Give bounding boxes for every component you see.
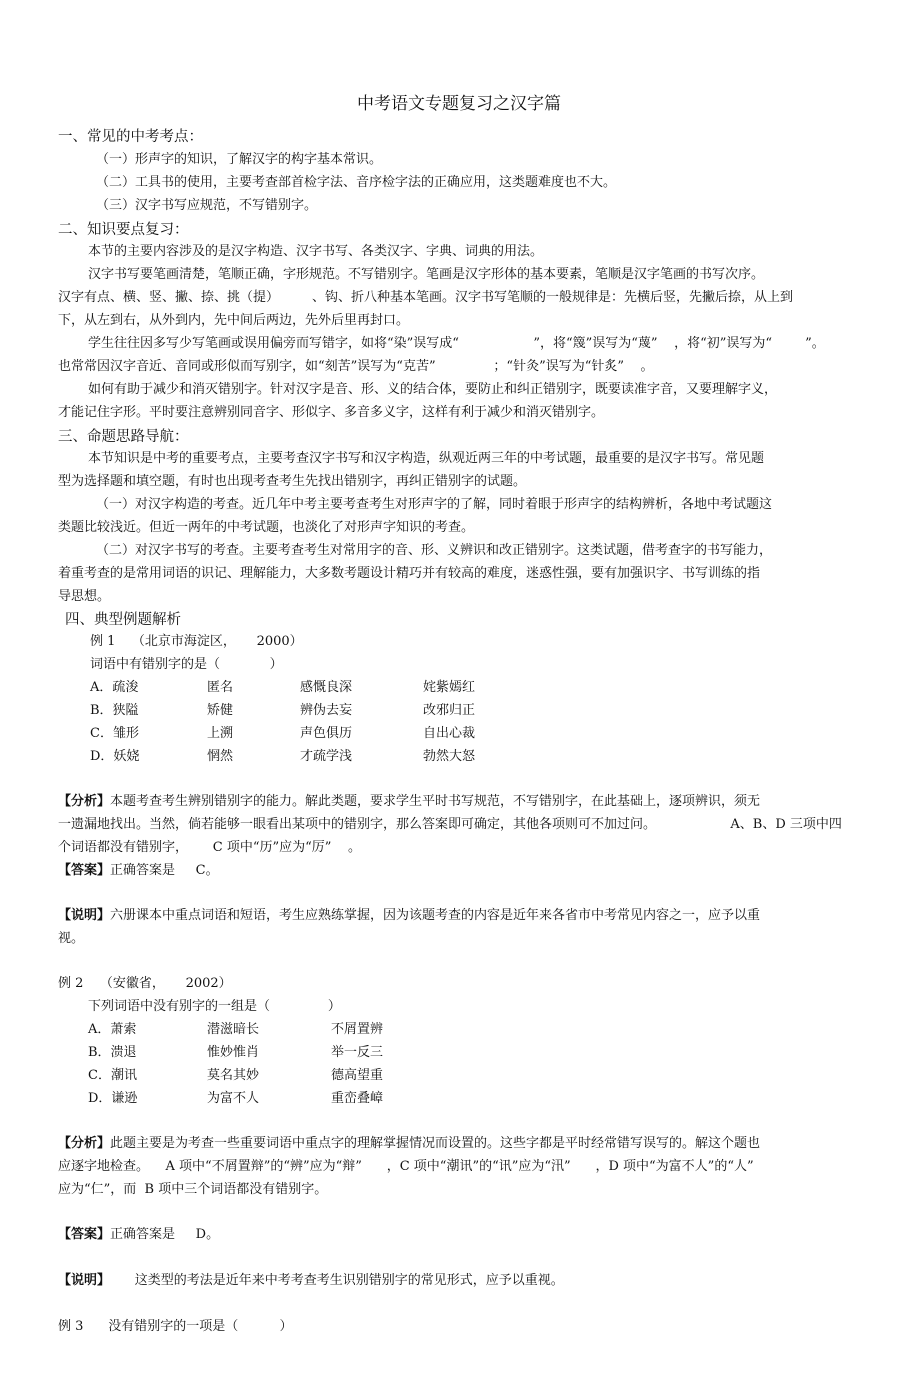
section3-line: 本节知识是中考的重要考点，主要考查汉字书写和汉字构造，纵观近两三年的中考试题，最重要的是汉字书写。常见题 bbox=[88, 451, 765, 466]
option-c-word: 自出心裁 bbox=[423, 726, 476, 741]
analysis-tag: 【分析】 bbox=[58, 794, 111, 809]
option-d-word: 为富不人 bbox=[207, 1091, 260, 1106]
note-tag: 【说明】 bbox=[58, 1273, 111, 1288]
answer-tag: 【答案】 bbox=[58, 863, 111, 878]
option-b-word: 惟妙惟肖 bbox=[207, 1045, 260, 1060]
option-c-word: 德高望重 bbox=[331, 1068, 384, 1083]
option-d-word: 重峦叠嶂 bbox=[331, 1091, 384, 1106]
example1-analysis-line: 个词语都没有错别字， C 项中“历”应为“厉” 。 bbox=[58, 840, 361, 855]
option-a-word: 潜滋暗长 bbox=[207, 1022, 260, 1037]
example1-answer bbox=[58, 862, 219, 880]
option-d: D．妖娆 bbox=[90, 749, 140, 764]
section3-line: （二）对汉字书写的考查。主要考查考生对常用字的音、形、义辨识和改正错别字。这类试题，借考查字的书写能力， bbox=[96, 543, 773, 558]
section3-line: 导思想。 bbox=[58, 589, 111, 604]
option-b: B．狭隘 bbox=[90, 703, 139, 718]
option-c-word: 声色俱历 bbox=[300, 726, 353, 741]
option-c: C．潮讯 bbox=[88, 1068, 137, 1083]
example2-question: 下列词语中没有别字的一组是（ ） bbox=[88, 999, 341, 1014]
option-c-word: 莫名其妙 bbox=[207, 1068, 260, 1083]
example2-analysis-line: 应逐字地检查。 A 项中“不屑置辩”的“辨”应为“辩” ，C 项中“潮讯”的“讯”应为“汛” ，D 项中“为富不人”的“人” bbox=[58, 1159, 754, 1174]
section1-item: （一）形声字的知识，了解汉字的构字基本常识。 bbox=[96, 152, 383, 167]
option-a-word: 感慨良深 bbox=[300, 680, 353, 695]
option-c-word: 上溯 bbox=[207, 726, 234, 741]
option-d-word: 勃然大怒 bbox=[423, 749, 476, 764]
section3-line: 类题比较浅近。但近一两年的中考试题，也淡化了对形声字知识的考查。 bbox=[58, 520, 475, 535]
option-b-word: 改邪归正 bbox=[423, 703, 476, 718]
option-a: A．疏浚 bbox=[90, 680, 139, 695]
note-tag: 【说明】 bbox=[58, 908, 111, 923]
answer-tag: 【答案】 bbox=[58, 1227, 111, 1242]
option-d: D．谦逊 bbox=[88, 1091, 138, 1106]
example2-analysis bbox=[58, 1135, 760, 1153]
section1-heading: 一、常见的中考考点： bbox=[58, 129, 203, 145]
example2-analysis-line: 应为“仁”，而 B 项中三个词语都没有错别字。 bbox=[58, 1182, 328, 1197]
option-b-word: 辨伪去妄 bbox=[300, 703, 353, 718]
section4-heading: 四、典型例题解析 bbox=[65, 612, 181, 628]
section3-heading: 三、命题思路导航： bbox=[58, 429, 189, 445]
section2-line: 才能记住字形。平时要注意辨别同音字、形似字、多音多义字，这样有利于减少和消灭错别字。 bbox=[58, 405, 605, 420]
section2-line: 汉字书写要笔画清楚，笔顺正确，字形规范。不写错别字。笔画是汉字形体的基本要素，笔顺是汉字笔画的书写次序。 bbox=[88, 267, 765, 282]
option-b-word: 矫健 bbox=[207, 703, 234, 718]
analysis-text: 此题主要是为考查一些重要词语中重点字的理解掌握情况而设置的。这些字都是平时经常错写误写的。解这个题也 bbox=[110, 1136, 761, 1151]
option-d-word: 才疏学浅 bbox=[300, 749, 353, 764]
analysis-tag: 【分析】 bbox=[58, 1136, 111, 1151]
section2-line: 学生往往因多写少写笔画或误用偏旁而写错字，如将“染”误写成“ ”，将“篾”误写为“蔑” ，将“初”误写为“ ”。 bbox=[88, 336, 825, 351]
section2-line: 如何有助于减少和消灭错别字。针对汉字是音、形、义的结合体，要防止和纠正错别字，既要读准字音，又要理解字义， bbox=[88, 382, 778, 397]
note-text: 这类型的考法是近年来中考考查考生识别错别字的常见形式，应予以重视。 bbox=[110, 1273, 564, 1288]
answer-text: 正确答案是 D。 bbox=[110, 1227, 220, 1242]
section3-line: （一）对汉字构造的考查。近几年中考主要考查考生对形声字的了解，同时着眼于形声字的结构辨析，各地中考试题这 bbox=[96, 497, 773, 512]
section1-item: （三）汉字书写应规范，不写错别字。 bbox=[96, 198, 318, 213]
page-title: 中考语文专题复习之汉字篇 bbox=[357, 94, 561, 114]
example2-note bbox=[58, 1272, 564, 1290]
example1-analysis bbox=[58, 793, 760, 811]
option-a: A．萧索 bbox=[88, 1022, 137, 1037]
example2-answer bbox=[58, 1226, 219, 1244]
option-a-word: 不屑置辨 bbox=[331, 1022, 384, 1037]
section3-line: 着重考查的是常用词语的识记、理解能力，大多数考题设计精巧并有较高的难度，迷惑性强，要有加强识字、书写训练的指 bbox=[58, 566, 761, 581]
section2-line: 下，从左到右，从外到内，先中间后两边，先外后里再封口。 bbox=[58, 313, 410, 328]
note-text: 六册课本中重点词语和短语，考生应熟练掌握，因为该题考查的内容是近年来各省市中考常见内容之一，应予以重 bbox=[110, 908, 761, 923]
example2-label: 例 2 （安徽省， 2002） bbox=[58, 976, 232, 991]
section1-item: （二）工具书的使用，主要考查部首检字法、音序检字法的正确应用，这类题难度也不大。 bbox=[96, 175, 617, 190]
analysis-text: 本题考查考生辨别错别字的能力。解此类题，要求学生平时书写规范，不写错别字，在此基础上，逐项辨识，须无 bbox=[110, 794, 761, 809]
section2-heading: 二、知识要点复习： bbox=[58, 222, 189, 238]
example1-label: 例 1 （北京市海淀区， 2000） bbox=[90, 634, 303, 649]
option-d-word: 惘然 bbox=[207, 749, 234, 764]
example1-question: 词语中有错别字的是（ ） bbox=[90, 657, 283, 672]
example1-note-line: 视。 bbox=[58, 931, 85, 946]
answer-text: 正确答案是 C。 bbox=[110, 863, 219, 878]
section3-line: 型为选择题和填空题，有时也出现考查考生先找出错别字，再纠正错别字的试题。 bbox=[58, 474, 527, 489]
option-c: C．雏形 bbox=[90, 726, 139, 741]
option-b-word: 举一反三 bbox=[331, 1045, 384, 1060]
section2-line: 本节的主要内容涉及的是汉字构造、汉字书写、各类汉字、字典、词典的用法。 bbox=[88, 244, 544, 259]
option-a-word: 姹紫嫣红 bbox=[423, 680, 476, 695]
option-b: B．溃退 bbox=[88, 1045, 137, 1060]
section2-line: 也常常因汉字音近、音同或形似而写别字，如“刻苦”误写为“克苦” ；“针灸”误写为“针炙” 。 bbox=[58, 359, 654, 374]
option-a-word: 匿名 bbox=[207, 680, 234, 695]
example3-label: 例 3 没有错别字的一项是（ ） bbox=[58, 1319, 293, 1334]
section2-line: 汉字有点、横、竖、撇、捺、挑（提） 、钩、折八种基本笔画。汉字书写笔顺的一般规律是：先横后竖，先撇后捺，从上到 bbox=[58, 290, 794, 305]
example1-note bbox=[58, 907, 760, 925]
example1-analysis-line: 一遗漏地找出。当然，倘若能够一眼看出某项中的错别字，那么答案即可确定，其他各项则可不加过问。 A、B、D 三项中四 bbox=[58, 817, 842, 832]
